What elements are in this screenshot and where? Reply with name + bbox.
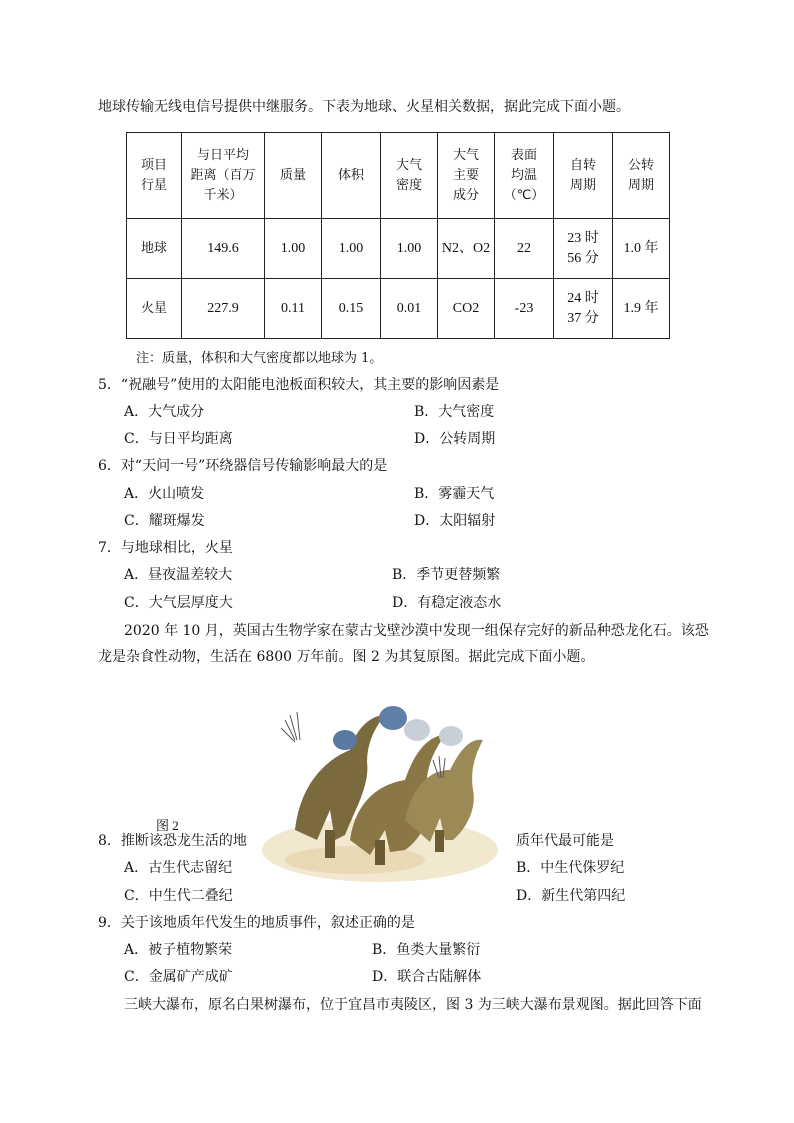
header-cell: 体积 — [322, 133, 381, 219]
header-cell: 表面 均温 （℃） — [495, 133, 554, 219]
header-cell: 质量 — [265, 133, 322, 219]
question-9-option-d[interactable]: D．联合古陆解体 — [372, 969, 482, 985]
volume-cell: 0.15 — [322, 279, 381, 339]
question-8-option-a[interactable]: A．古生代志留纪 — [124, 860, 233, 876]
question-8-stem-left: 8．推断该恐龙生活的地 — [98, 833, 247, 849]
question-5-option-b[interactable]: B．大气密度 — [414, 404, 495, 420]
question-6-option-c[interactable]: C．耀斑爆发 — [124, 513, 205, 529]
header-cell: 公转 周期 — [613, 133, 670, 219]
intro-text-2a: 2020 年 10 月，英国古生物学家在蒙古戈壁沙漠中发现一组保存完好的新品种恐龙化石。该恐 — [124, 623, 709, 639]
question-5-option-c[interactable]: C．与日平均距离 — [124, 431, 233, 447]
distance-cell: 227.9 — [182, 279, 265, 339]
temp-cell: -23 — [495, 279, 554, 339]
table-note: 注：质量，体积和大气密度都以地球为 1。 — [136, 351, 383, 366]
revolution-cell: 1.0 年 — [613, 219, 670, 279]
rotation-cell: 23 时 56 分 — [554, 219, 613, 279]
question-7-stem: 7．与地球相比，火星 — [98, 540, 233, 556]
planet-cell: 地球 — [127, 219, 182, 279]
question-8-option-b[interactable]: B．中生代侏罗纪 — [516, 860, 625, 876]
header-cell: 大气 主要 成分 — [438, 133, 495, 219]
question-5-option-d[interactable]: D．公转周期 — [414, 431, 496, 447]
question-9-stem: 9．关于该地质年代发生的地质事件，叙述正确的是 — [98, 915, 415, 931]
volume-cell: 1.00 — [322, 219, 381, 279]
header-cell: 与日平均 距离（百万 千米） — [182, 133, 265, 219]
header-cell: 大气 密度 — [381, 133, 438, 219]
revolution-cell: 1.9 年 — [613, 279, 670, 339]
question-8-stem-right: 质年代最可能是 — [516, 833, 614, 849]
density-cell: 0.01 — [381, 279, 438, 339]
table-header-row — [127, 133, 670, 219]
question-9-option-b[interactable]: B．鱼类大量繁衍 — [372, 942, 481, 958]
table-row — [127, 279, 670, 339]
header-cell: 自转 周期 — [554, 133, 613, 219]
distance-cell: 149.6 — [182, 219, 265, 279]
composition-cell: N2、O2 — [438, 219, 495, 279]
question-7-option-c[interactable]: C．大气层厚度大 — [124, 595, 233, 611]
planet-data-table — [126, 132, 670, 339]
question-7-option-d[interactable]: D．有稳定液态水 — [392, 595, 502, 611]
question-6-option-a[interactable]: A．火山喷发 — [124, 486, 205, 502]
mass-cell: 0.11 — [265, 279, 322, 339]
question-7-option-b[interactable]: B．季节更替频繁 — [392, 567, 501, 583]
dinosaur-figure-svg — [255, 690, 505, 890]
table-row — [127, 219, 670, 279]
question-6-option-b[interactable]: B．雾霾天气 — [414, 486, 495, 502]
mass-cell: 1.00 — [265, 219, 322, 279]
question-7-option-a[interactable]: A．昼夜温差较大 — [124, 567, 233, 583]
intro-text-2b: 龙是杂食性动物，生活在 6800 万年前。图 2 为其复原图。据此完成下面小题。 — [98, 649, 595, 665]
figure-2-label: 图 2 — [156, 818, 179, 833]
composition-cell: CO2 — [438, 279, 495, 339]
intro-text-1: 地球传输无线电信号提供中继服务。下表为地球、火星相关数据，据此完成下面小题。 — [98, 99, 630, 115]
header-cell: 项目 行星 — [127, 133, 182, 219]
question-6-stem: 6．对“天问一号”环绕器信号传输影响最大的是 — [98, 458, 388, 474]
question-8-option-d[interactable]: D．新生代第四纪 — [516, 888, 626, 904]
question-8-option-c[interactable]: C．中生代二叠纪 — [124, 888, 233, 904]
question-6-option-d[interactable]: D．太阳辐射 — [414, 513, 496, 529]
temp-cell: 22 — [495, 219, 554, 279]
intro-text-3: 三峡大瀑布，原名白果树瀑布，位于宜昌市夷陵区，图 3 为三峡大瀑布景观图。据此回答下面 — [124, 997, 702, 1013]
question-5-stem: 5．“祝融号”使用的太阳能电池板面积较大，其主要的影响因素是 — [98, 377, 500, 393]
question-9-option-c[interactable]: C．金属矿产成矿 — [124, 969, 233, 985]
planet-cell: 火星 — [127, 279, 182, 339]
question-5-option-a[interactable]: A．大气成分 — [124, 404, 205, 420]
dinosaur-illustration — [255, 690, 505, 890]
density-cell: 1.00 — [381, 219, 438, 279]
rotation-cell: 24 时 37 分 — [554, 279, 613, 339]
question-9-option-a[interactable]: A．被子植物繁荣 — [124, 942, 233, 958]
